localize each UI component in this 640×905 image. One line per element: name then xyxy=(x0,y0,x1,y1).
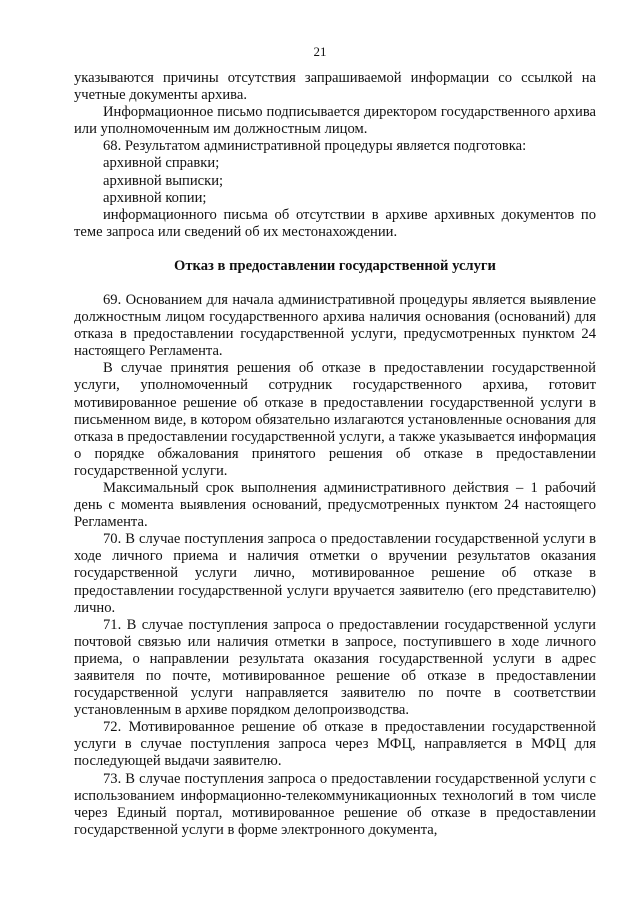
paragraph: указываются причины отсутствия запрашиваемой информации со ссылкой на учетные документы архива. xyxy=(74,70,596,104)
document-body xyxy=(74,70,596,839)
paragraph: 68. Результатом административной процедуры является подготовка: xyxy=(103,138,527,155)
section-heading: Отказ в предоставлении государственной услуги xyxy=(174,257,496,274)
paragraph: 72. Мотивированное решение об отказе в предоставлении государственной услуги в случае поступления запроса через МФЦ, направляется в МФЦ для последующей выдачи заявителю. xyxy=(74,719,596,770)
paragraph: информационного письма об отсутствии в архиве архивных документов по теме запроса или сведений об их местонахождении. xyxy=(74,206,596,240)
list-item: архивной справки; xyxy=(103,155,220,172)
paragraph: 73. В случае поступления запроса о предоставлении государственной услуги с использованием информационно-телекоммуникационных технологий в том числе через Единый портал, мотивированное решение об отказе в предоставлении государственной услуги в форме электронного документа, xyxy=(74,770,596,838)
paragraph: Информационное письмо подписывается директором государственного архива или уполномоченным им должностным лицом. xyxy=(74,104,596,138)
paragraph: 69. Основанием для начала административной процедуры является выявление должностным лицом государственного архива наличия основания (оснований) для отказа в предоставлении государственной услуги, предусмотренных пунктом 24 настоящего Регламента. xyxy=(74,291,596,360)
spacer xyxy=(74,275,596,292)
paragraph: 70. В случае поступления запроса о предоставлении государственной услуги в ходе личного приема и наличия отметки о вручении результатов оказания государственной услуги лично, мотивированное решение об отказе в предоставлении государственной услуги вручается заявителю (его представителю) лично. xyxy=(74,531,596,616)
paragraph: В случае принятия решения об отказе в предоставлении государственной услуги, уполномоченный сотрудник государственного архива, готовит мотивированное решение об отказе в предоставлении государственной услуги в письменном виде, в котором обязательно излагаются установленные основания для отказа в предоставлении государственной услуги, а также указывается информация о порядке обжалования принятого решения об отказе в предоставлении государственной услуги. xyxy=(74,360,596,479)
paragraph: 71. В случае поступления запроса о предоставлении государственной услуги почтовой связью или наличия отметки в запросе, поступившего в ходе личного приема, о направлении результата оказания государственной услуги в адрес заявителя по почте, мотивированное решение об отказе в предоставлении государственной услуги направляется заявителю по почте в соответствии установленным в архиве порядком делопроизводства. xyxy=(74,616,596,719)
list-item: архивной копии; xyxy=(103,189,207,206)
page-number: 21 xyxy=(313,44,327,59)
spacer xyxy=(74,241,596,258)
list-item: архивной выписки; xyxy=(103,172,224,189)
paragraph: Максимальный срок выполнения административного действия – 1 рабочий день с момента выявления оснований, предусмотренных пунктом 24 настоящего Регламента. xyxy=(74,479,596,531)
